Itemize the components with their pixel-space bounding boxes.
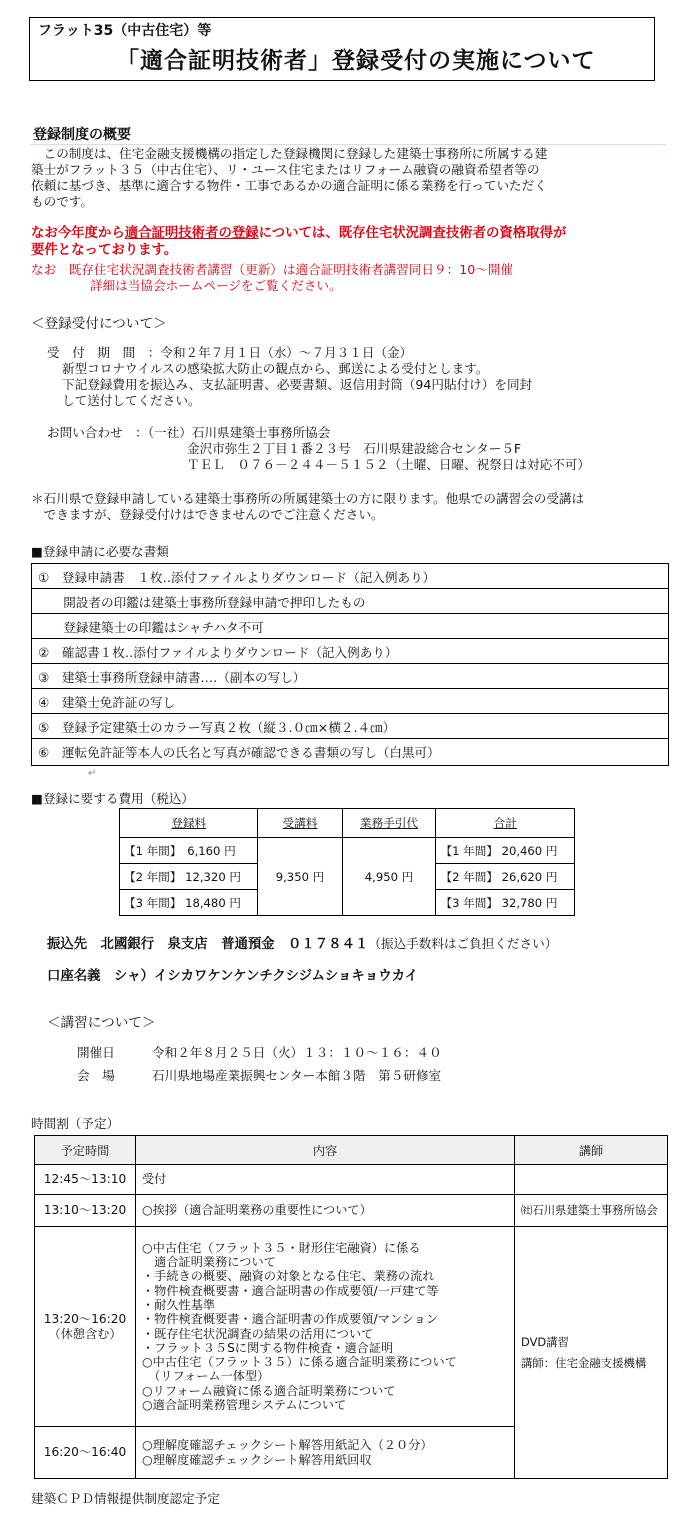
registration-line-3: して送付してください。 xyxy=(62,393,201,408)
notice-line-1 xyxy=(31,226,566,242)
schedule-content-1: 受付 xyxy=(136,1165,515,1195)
schedule-time-1: 12:45～13:10 xyxy=(35,1165,136,1195)
documents-row-7: ⑤ 登録予定建築士のカラー写真２枚（縦３.０㎝×横２.４㎝） xyxy=(32,714,668,739)
schedule-content-3-line-3: ・手続きの概要、融資の対象となる住宅、業務の流れ xyxy=(142,1269,435,1284)
schedule-lecturer-3-value: DVD講習 xyxy=(521,1335,569,1350)
schedule-lecturer-3 xyxy=(515,1227,668,1479)
overview-heading: 登録制度の概要 xyxy=(33,127,131,143)
schedule-header-content: 内容 xyxy=(136,1136,515,1165)
fee-registration-1: 【1 年間】 6,160 円 xyxy=(120,838,258,864)
bank-line-2: 口座名義 シャ）イシカワケンケンチクシジムショキョウカイ xyxy=(47,969,418,984)
schedule-content-3-line-1: ○中古住宅（フラット３５・財形住宅融資）に係る xyxy=(142,1240,421,1255)
schedule-content-3-line-8: ・フラット３５Sに関する物件検査・適合証明 xyxy=(142,1340,394,1355)
fee-total-2: 【2 年間】 26,620 円 xyxy=(436,864,575,890)
documents-row-8: ⑥ 運転免許証等本人の氏名と写真が確認できる書類の写し（白黒可） xyxy=(38,745,440,760)
schedule-lecturer-1 xyxy=(515,1165,668,1195)
schedule-time-4: 16:20～16:40 xyxy=(35,1427,136,1479)
contact-org: （一社）石川県建築士事務所協会 xyxy=(147,425,331,440)
schedule-table xyxy=(34,1135,668,1479)
schedule-content-3-line-9: ○中古住宅（フラット３５）に係る適合証明業務について xyxy=(142,1355,457,1370)
schedule-content-3-line-2: 適合証明業務について xyxy=(142,1255,276,1270)
schedule-lecturer-2: ㈳石川県建築士事務所協会 xyxy=(515,1195,668,1227)
fee-header-course: 受講料 xyxy=(258,809,342,838)
contact-line xyxy=(47,425,330,441)
documents-row-1: ① 登録申請書 １枚‥添付ファイルよりダウンロード（記入例あり） xyxy=(32,564,668,589)
period-value: 令和２年７月１日（水）～７月３１日（金） xyxy=(160,345,413,360)
contact-label: お問い合わせ ： xyxy=(47,425,148,440)
footer-note: 建築ＣＰＤ情報提供制度認定予定 xyxy=(31,1491,220,1506)
schedule-content-3-line-10: （リフォーム一体型） xyxy=(142,1369,270,1384)
schedule-header-lecturer: 講師 xyxy=(515,1136,668,1165)
period-label: 受 付 期 間 ： xyxy=(47,345,161,360)
schedule-content-4-line-2: ○理解度確認チェックシート解答用紙回収 xyxy=(142,1452,372,1467)
notice-line-2: 要件となっております。 xyxy=(31,243,178,258)
title-box xyxy=(29,17,655,81)
overview-line-3: 依頼に基づき、基準に適合する物件・工事であるかの適合証明に係る業務を行っていただく xyxy=(31,178,547,193)
registration-note-2: できますが、登録受付けはできませんのでご注意ください。 xyxy=(31,507,384,522)
documents-row-4: ② 確認書１枚‥添付ファイルよりダウンロード（記入例あり） xyxy=(32,639,668,664)
documents-heading: ■登録申請に必要な書類 xyxy=(31,544,169,559)
registration-line-1: 新型コロナウイルスの感染拡大防止の観点から、郵送による受付とします。 xyxy=(62,361,489,376)
notice-suffix: については、既存住宅状況調査技術者の資格取得が xyxy=(258,226,567,241)
schedule-content-3-line-5: ・耐久性基準 xyxy=(142,1297,216,1312)
schedule-content-4-line-1: ○理解度確認チェックシート解答用紙記入（２０分） xyxy=(142,1438,433,1453)
schedule-content-3-line-4: ・物件検査概要書・適合証明書の作成要領/一戸建て等 xyxy=(142,1283,439,1298)
schedule-content-4 xyxy=(136,1427,515,1479)
paragraph-mark: ↵ xyxy=(88,768,97,779)
documents-box xyxy=(31,563,669,766)
page-title: 「適合証明技術者」登録受付の実施について xyxy=(116,48,596,74)
registration-note-1: ＊石川県で登録申請している建築士事務所の所属建築士の方に限ります。他県での講習会の受講は xyxy=(31,491,585,506)
schedule-content-3-line-6: ・物件検査概要書・適合証明書の作成要領/マンション xyxy=(142,1312,439,1327)
notice-underline: 適合証明技術者の登録 xyxy=(124,226,259,241)
overview-line-4: ものです。 xyxy=(31,194,93,209)
registration-line-2: 下記登録費用を振込み、支払証明書、必要書類、返信用封筒（94円貼付け）を同封 xyxy=(62,377,533,392)
overview-divider xyxy=(30,144,666,145)
fee-header-manual: 業務手引代 xyxy=(342,809,436,838)
schedule-time-3-value: 13:20～16:20 xyxy=(43,1312,127,1327)
documents-row-2: 開設者の印鑑は建築士事務所登録申請で押印したもの xyxy=(32,589,668,614)
schedule-header-time: 予定時間 xyxy=(35,1136,136,1165)
fee-registration-2: 【2 年間】 12,320 円 xyxy=(120,864,258,890)
schedule-content-3-line-7: ・既存住宅状況調査の結果の活用について xyxy=(142,1326,374,1341)
contact-tel: ＴＥＬ ０７６－２４４－５１５２（土曜、日曜、祝祭日は対応不可） xyxy=(187,457,590,472)
bank-note: （振込手数料はご負担ください） xyxy=(368,936,558,951)
fee-header-total: 合計 xyxy=(436,809,575,838)
schedule-content-2: ○挨拶（適合証明業務の重要性について） xyxy=(136,1195,515,1227)
notice-prefix: なお今年度から xyxy=(31,226,125,241)
course-venue-label: 会 場 xyxy=(77,1068,115,1083)
schedule-lecturer-3-note: 講師：住宅金融支援機構 xyxy=(521,1355,647,1370)
fees-heading: ■登録に要する費用（税込） xyxy=(31,791,195,806)
course-venue-value: 石川県地場産業振興センター本館３階 第５研修室 xyxy=(152,1068,442,1083)
registration-period xyxy=(47,345,412,361)
documents-row-3: 登録建築士の印鑑はシャチハタ不可 xyxy=(32,614,668,639)
schedule-heading: 時間割（予定） xyxy=(31,1116,120,1131)
notice-line-4: 詳細は当協会ホームページをご覧ください。 xyxy=(90,278,342,293)
fee-manual: 4,950 円 xyxy=(342,838,436,916)
course-date-label: 開催日 xyxy=(77,1045,115,1060)
schedule-content-3 xyxy=(136,1227,515,1427)
fee-total-3: 【3 年間】 32,780 円 xyxy=(436,890,575,916)
overview-line-1: この制度は、住宅金融支援機構の指定した登録機関に登録した建築士事務所に所属する建 xyxy=(31,146,548,161)
documents-row-5: ③ 建築士事務所登録申請書‥‥（副本の写し） xyxy=(32,664,668,689)
schedule-time-3 xyxy=(35,1227,136,1427)
fee-registration-3: 【3 年間】 18,480 円 xyxy=(120,890,258,916)
documents-row-6: ④ 建築士免許証の写し xyxy=(32,689,668,714)
fee-header-registration: 登録料 xyxy=(120,809,258,838)
bank-account: 振込先 北國銀行 泉支店 普通預金 ０１７８４１ xyxy=(47,937,369,952)
fee-table xyxy=(119,808,575,916)
schedule-time-2: 13:10～13:20 xyxy=(35,1195,136,1227)
bank-line-1 xyxy=(47,933,557,952)
overview-line-2: 築士がフラット３５（中古住宅）、リ・ユース住宅またはリフォーム融資の融資希望者等の xyxy=(31,162,540,177)
fee-course: 9,350 円 xyxy=(258,838,342,916)
schedule-content-3-line-11: ○リフォーム融資に係る適合証明業務について xyxy=(142,1383,396,1398)
schedule-content-3-line-12: ○適合証明業務管理システムについて xyxy=(142,1397,347,1412)
fee-total-1: 【1 年間】 20,460 円 xyxy=(436,838,575,864)
contact-address: 金沢市弥生２丁目１番２３号 石川県建設総合センター５F xyxy=(187,441,522,456)
schedule-time-3-note: （休憩含む） xyxy=(48,1326,122,1341)
notice-line-3: なお 既存住宅状況調査技術者講習（更新）は適合証明技術者講習同日９：10～開催 xyxy=(31,262,513,277)
course-date-value: 令和２年８月２５日（火）１３：１０～１６：４０ xyxy=(152,1045,442,1060)
small-title: フラット35（中古住宅）等 xyxy=(38,23,212,39)
registration-heading: ＜登録受付について＞ xyxy=(31,316,167,332)
course-heading: ＜講習について＞ xyxy=(47,1015,156,1031)
